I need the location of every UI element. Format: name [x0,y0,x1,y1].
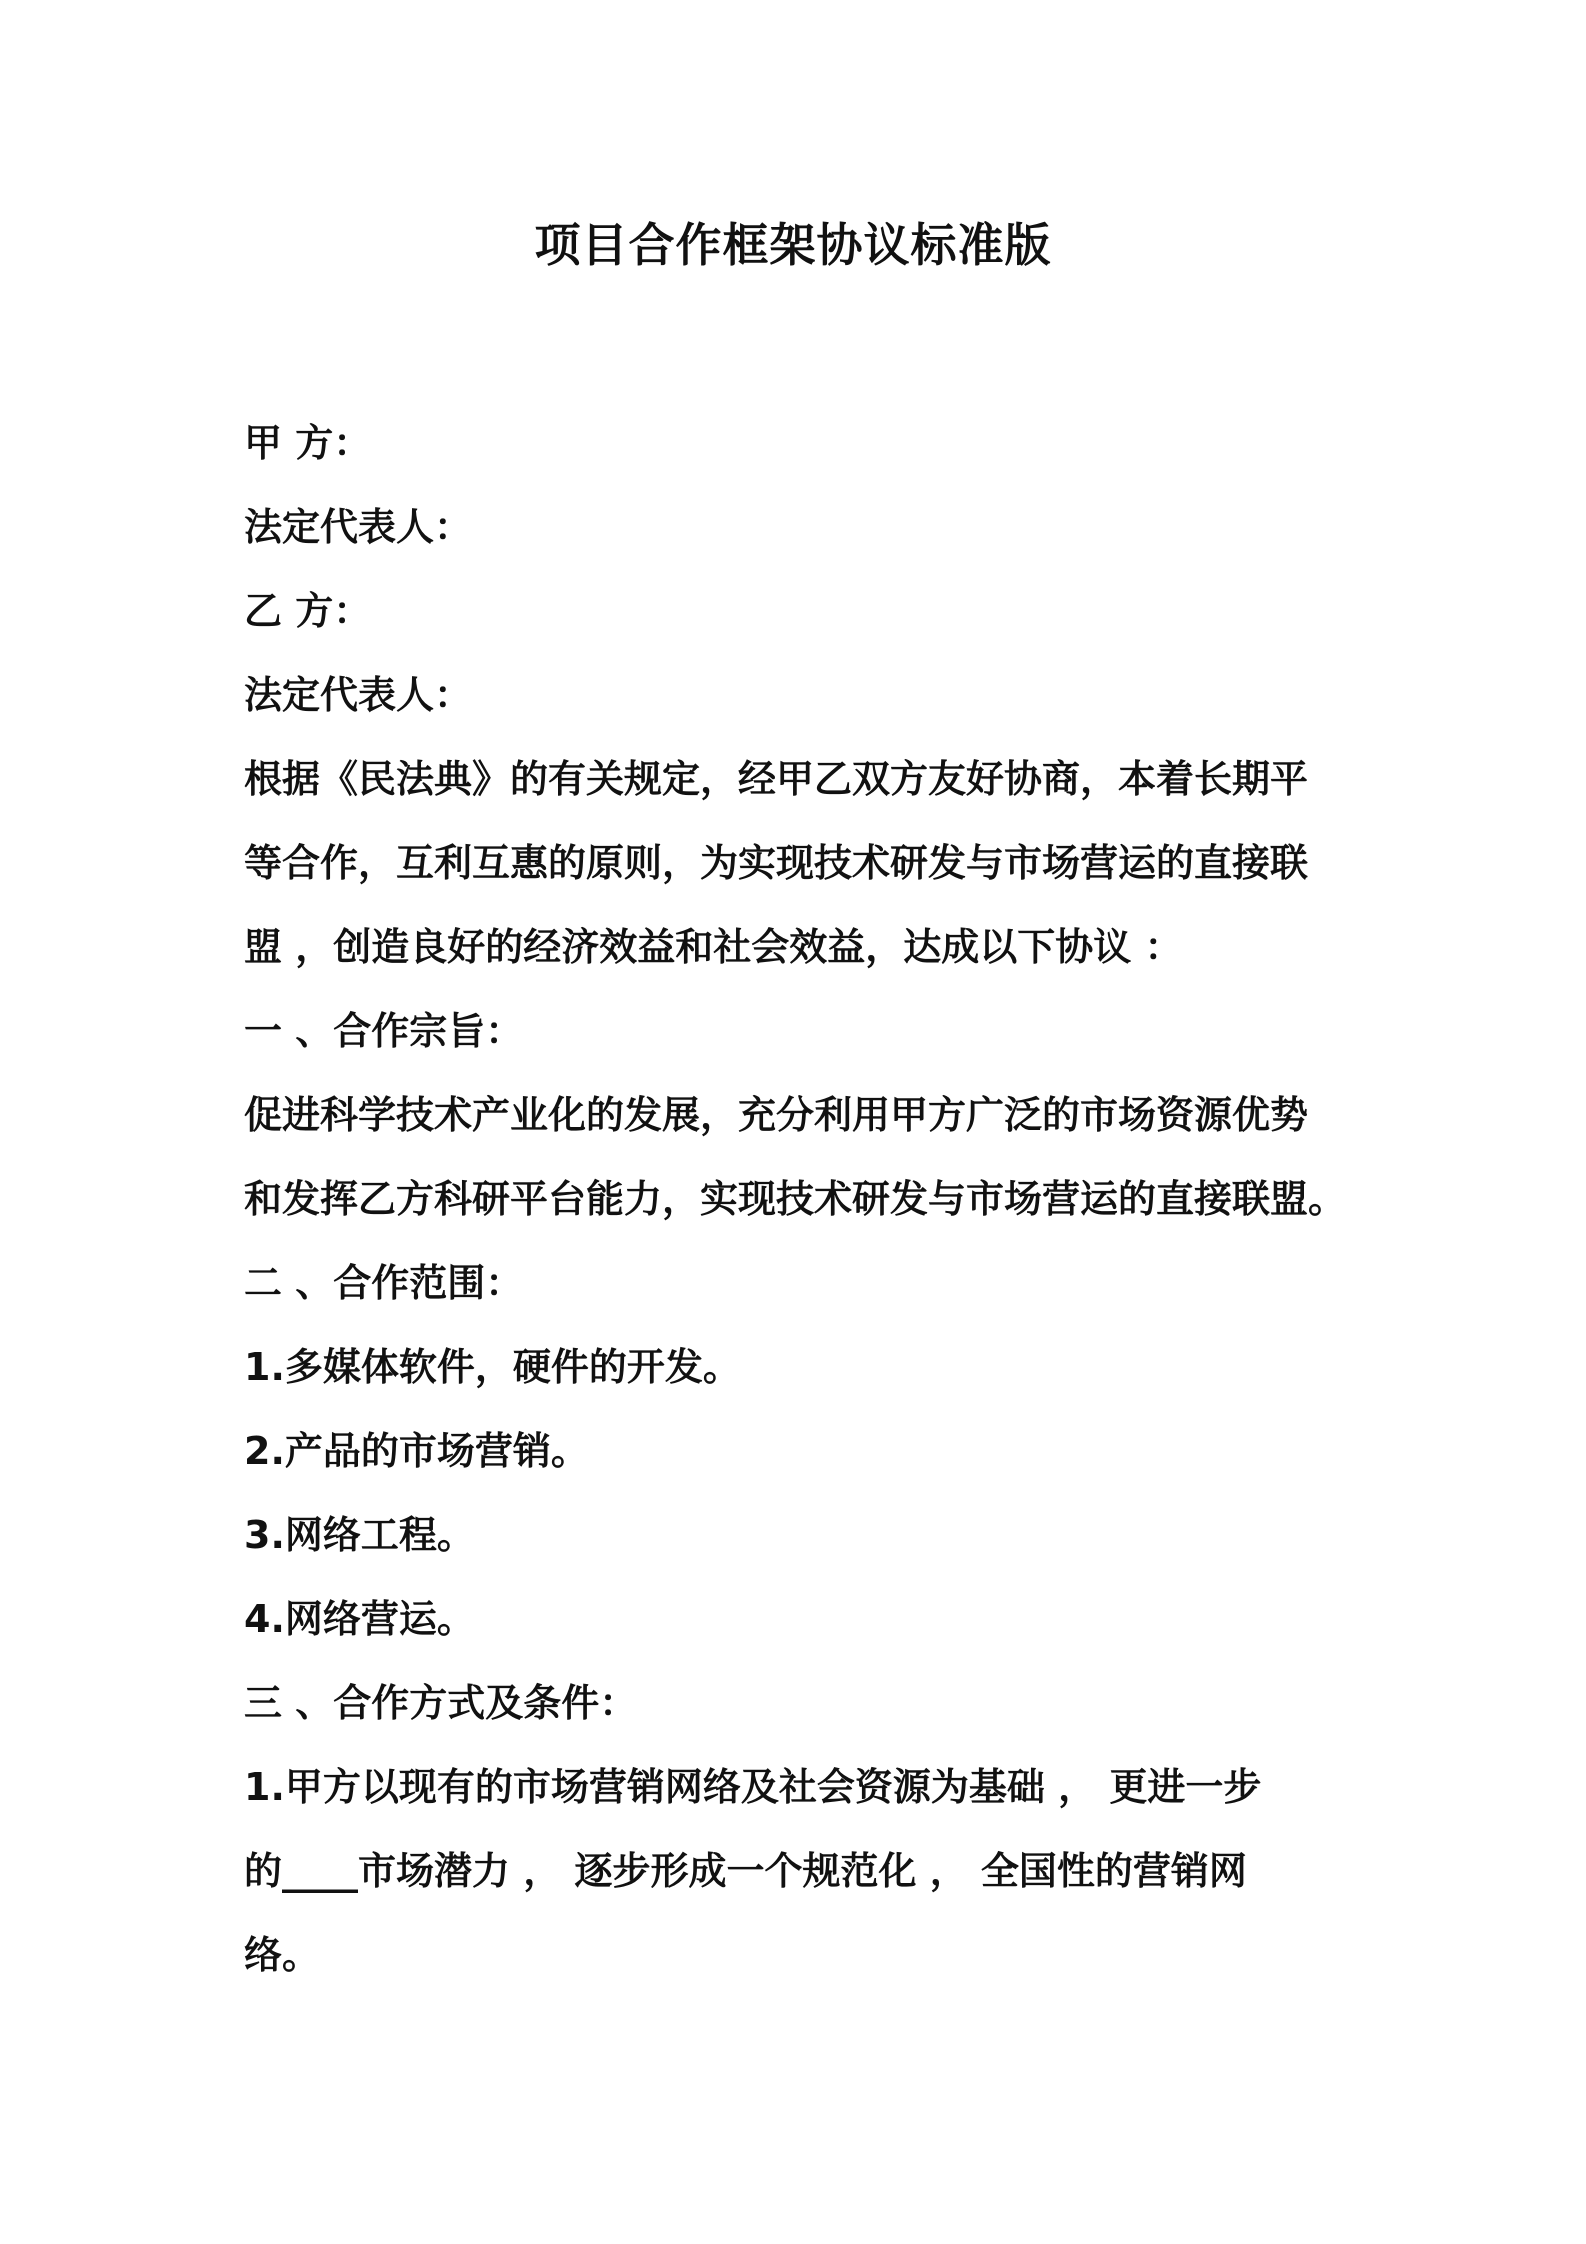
party-b-representative-label: 法定代表人： [244,673,473,717]
document-body [244,401,1374,1997]
terms-item-1-line-1: 1.甲方以现有的市场营销网络及社会资源为基础 ， 更进一步 [244,1765,1262,1809]
section-1-text-line-2: 和发挥乙方科研平台能力，实现技术研发与市场营运的直接联盟。 [244,1177,1347,1221]
scope-item-3: 3.网络工程。 [244,1513,475,1557]
party-b-label: 乙 方： [244,589,372,633]
section-1-heading: 一 、合作宗旨： [244,1009,524,1053]
preamble-line-2: 等合作，互利互惠的原则，为实现技术研发与市场营运的直接联 [244,841,1309,885]
terms-item-1-line-3: 络。 [244,1933,321,1977]
section-1-text-line-1: 促进科学技术产业化的发展，充分利用甲方广泛的市场资源优势 [244,1093,1309,1137]
section-2-heading: 二 、合作范围： [244,1261,524,1305]
party-a-representative-label: 法定代表人： [244,505,473,549]
document-title: 项目合作框架协议标准版 [534,218,1052,272]
scope-item-2: 2.产品的市场营销。 [244,1429,589,1473]
scope-item-1: 1.多媒体软件，硬件的开发。 [244,1345,741,1389]
section-3-heading: 三 、合作方式及条件： [244,1681,638,1725]
terms-item-1-line-2: 的____市场潜力 ， 逐步形成一个规范化 ， 全国性的营销网 [244,1849,1247,1893]
preamble-line-3: 盟 ，创造良好的经济效益和社会效益，达成以下协议 ： [244,925,1183,969]
party-a-label: 甲 方： [244,421,372,465]
scope-item-4: 4.网络营运。 [244,1597,475,1641]
preamble-line-1: 根据《民法典》的有关规定，经甲乙双方友好协商，本着长期平 [244,757,1309,801]
